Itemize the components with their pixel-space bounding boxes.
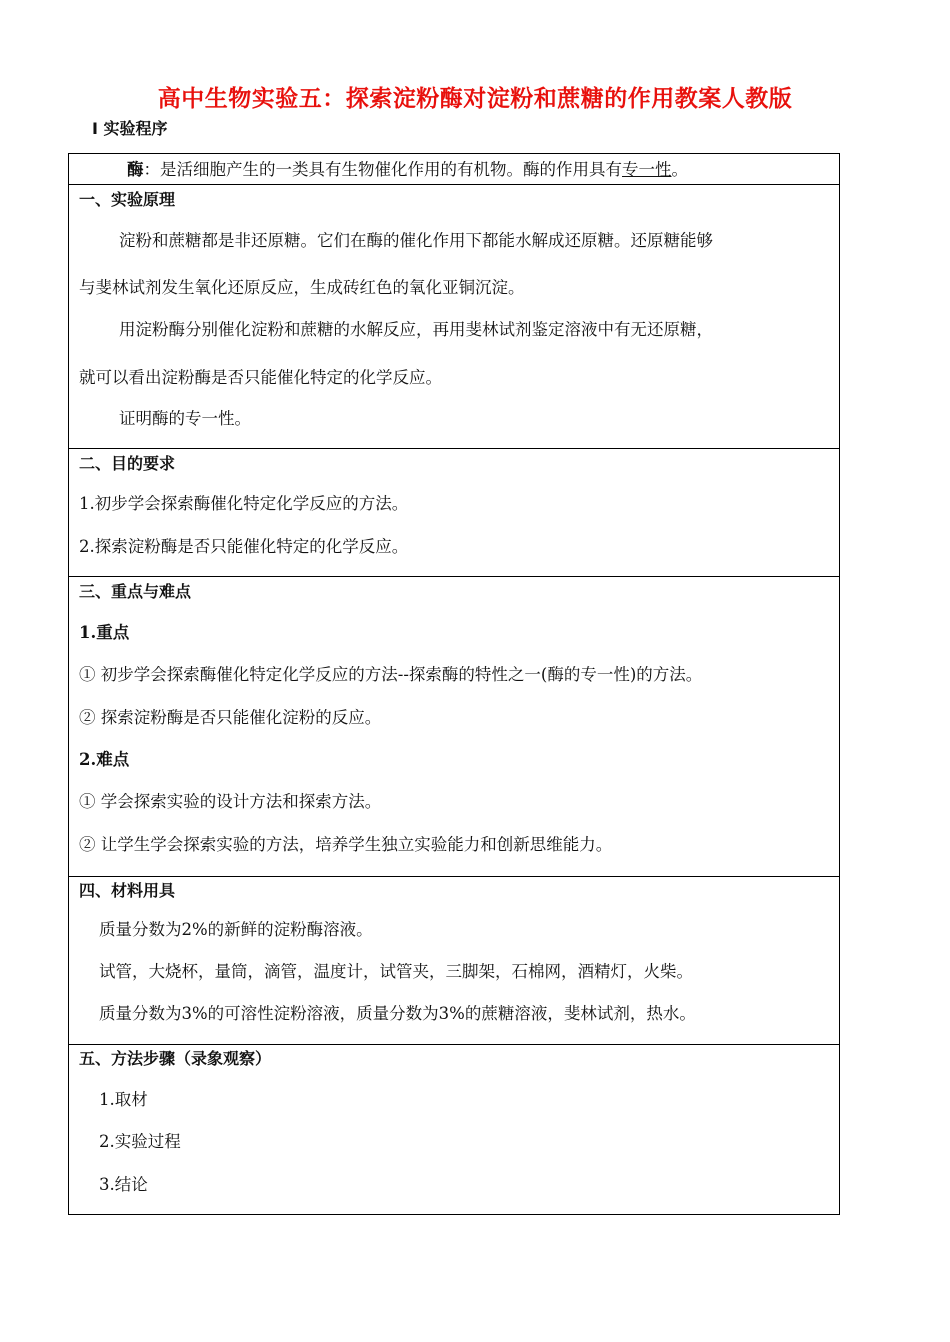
s1-line: 与斐林试剂发生氧化还原反应，生成砖红色的氧化亚铜沉淀。	[79, 278, 525, 297]
s1-line: 就可以看出淀粉酶是否只能催化特定的化学反应。	[79, 368, 442, 387]
s1-line: 用淀粉酶分别催化淀粉和蔗糖的水解反应，再用斐林试剂鉴定溶液中有无还原糖，	[119, 320, 713, 339]
intro-row	[127, 160, 688, 180]
row-divider	[69, 184, 839, 185]
intro-underlined: 专一性	[622, 160, 672, 179]
row-divider	[69, 576, 839, 577]
intro-term: 酶	[127, 160, 144, 179]
intro-text: ：是活细胞产生的一类具有生物催化作用的有机物。酶的作用具有	[143, 160, 622, 179]
s3-subheading: 2.难点	[79, 750, 130, 769]
s4-line: 质量分数为3%的可溶性淀粉溶液，质量分数为3%的蔗糖溶液，斐林试剂，热水。	[99, 1004, 696, 1023]
s3-heading: 三、重点与难点	[79, 582, 192, 601]
s4-line: 质量分数为2%的新鲜的淀粉酶溶液。	[99, 920, 373, 939]
s3-subheading: 1.重点	[79, 623, 130, 642]
s1-heading: 一、实验原理	[79, 190, 176, 209]
document-title: 高中生物实验五：探索淀粉酶对淀粉和蔗糖的作用教案人教版	[157, 86, 793, 112]
s3-key-line: ① 初步学会探索酶催化特定化学反应的方法--探索酶的特性之一(酶的专一性)的方法。	[79, 665, 703, 684]
s3-hard-line: ① 学会探索实验的设计方法和探索方法。	[79, 792, 382, 811]
section-label: Ⅰ 实验程序	[92, 119, 168, 138]
s2-heading: 二、目的要求	[79, 454, 176, 473]
s5-heading: 五、方法步骤（录象观察）	[79, 1049, 272, 1068]
s2-line: 2.探索淀粉酶是否只能催化特定的化学反应。	[79, 537, 409, 556]
s2-line: 1.初步学会探索酶催化特定化学反应的方法。	[79, 494, 409, 513]
lesson-table	[68, 153, 840, 1215]
s4-heading: 四、材料用具	[79, 881, 176, 900]
s3-hard-line: ② 让学生学会探索实验的方法，培养学生独立实验能力和创新思维能力。	[79, 835, 613, 854]
s4-line: 试管，大烧杯，量筒，滴管，温度计，试管夹，三脚架，石棉网，酒精灯，火柴。	[99, 962, 693, 981]
row-divider	[69, 448, 839, 449]
s1-line: 淀粉和蔗糖都是非还原糖。它们在酶的催化作用下都能水解成还原糖。还原糖能够	[119, 231, 713, 250]
s3-key-line: ② 探索淀粉酶是否只能催化淀粉的反应。	[79, 708, 382, 727]
intro-end: 。	[671, 160, 688, 179]
s5-line: 3.结论	[99, 1175, 148, 1194]
s5-line: 1.取材	[99, 1090, 148, 1109]
s5-line: 2.实验过程	[99, 1132, 181, 1151]
row-divider	[69, 876, 839, 877]
row-divider	[69, 1044, 839, 1045]
s1-line: 证明酶的专一性。	[119, 409, 251, 428]
